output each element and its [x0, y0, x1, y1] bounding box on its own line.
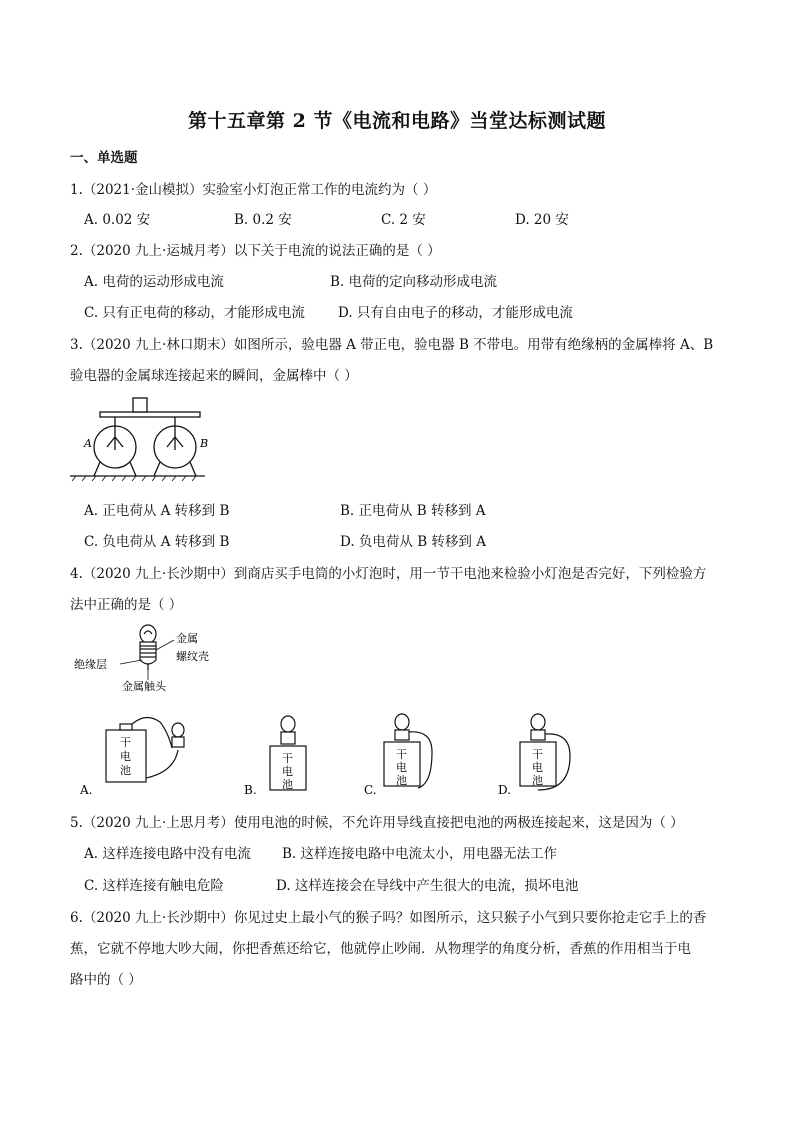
- q4-option-b-letter: B.: [244, 783, 257, 797]
- question-1-stem: 1.（2021·金山模拟）实验室小灯泡正常工作的电流约为（ ）: [70, 182, 437, 198]
- question-6-line3: 路中的（ ）: [70, 972, 142, 988]
- electroscope-label-b: B: [200, 437, 209, 450]
- q4-option-a-letter: A.: [80, 783, 93, 797]
- q4-circuit-a[interactable]: [76, 712, 206, 797]
- battery-text-a-2: 电: [120, 750, 131, 763]
- battery-text-a-1: 干: [120, 736, 131, 749]
- q4-circuit-c[interactable]: [362, 712, 462, 797]
- label-thread-shell: 螺纹壳: [176, 650, 209, 663]
- battery-text-b-3: 池: [282, 778, 293, 791]
- q2-option-a[interactable]: A. 电荷的运动形成电流: [84, 274, 224, 290]
- q2-option-c[interactable]: C. 只有正电荷的移动，才能形成电流: [84, 305, 305, 321]
- q3-option-d[interactable]: D. 负电荷从 B 转移到 A: [340, 534, 486, 550]
- q4-circuit-d[interactable]: [496, 712, 596, 797]
- q1-option-d[interactable]: D. 20 安: [515, 212, 569, 228]
- q5-option-b[interactable]: B. 这样连接电路中电流太小，用电器无法工作: [282, 846, 558, 862]
- battery-text-c-3: 池: [396, 774, 407, 787]
- q4-option-d-letter: D.: [498, 783, 512, 797]
- question-4-stem-line2: 法中正确的是（ ）: [70, 597, 183, 613]
- question-3-stem-line2: 验电器的金属球连接起来的瞬间，金属棒中（ ）: [70, 368, 358, 384]
- q5-option-d[interactable]: D. 这样连接会在导线中产生很大的电流，损坏电池: [276, 878, 579, 894]
- q4-circuit-b[interactable]: [240, 712, 330, 797]
- label-metal: 金属: [176, 632, 198, 645]
- page-title: 第十五章第 2 节《电流和电路》当堂达标测试题: [188, 110, 606, 132]
- bulb-structure-figure: [70, 620, 230, 695]
- label-metal-contact: 金属触头: [122, 680, 166, 693]
- battery-text-d-1: 干: [532, 748, 543, 761]
- q2-option-b[interactable]: B. 电荷的定向移动形成电流: [330, 274, 498, 290]
- question-6-line1: 6.（2020 九上·长沙期中）你见过史上最小气的猴子吗？如图所示，这只猴子小气到只要你抢走它手上的香: [70, 910, 707, 926]
- q4-option-c-letter: C.: [364, 783, 377, 797]
- q1-option-b[interactable]: B. 0.2 安: [234, 212, 292, 228]
- q3-option-a[interactable]: A. 正电荷从 A 转移到 B: [84, 503, 230, 519]
- battery-text-d-3: 池: [532, 774, 543, 787]
- q1-option-c[interactable]: C. 2 安: [381, 212, 426, 228]
- battery-text-b-1: 干: [282, 752, 293, 765]
- battery-text-b-2: 电: [282, 765, 293, 778]
- q2-option-d[interactable]: D. 只有自由电子的移动，才能形成电流: [338, 305, 573, 321]
- battery-text-d-2: 电: [532, 761, 543, 774]
- question-2-stem: 2.（2020 九上·运城月考）以下关于电流的说法正确的是（ ）: [70, 243, 441, 259]
- question-3-stem-line1: 3.（2020 九上·林口期末）如图所示，验电器 A 带正电，验电器 B 不带电。用带有绝缘柄的金属棒将 A、B: [70, 337, 714, 353]
- q5-option-c[interactable]: C. 这样连接有触电危险: [84, 878, 224, 894]
- electroscope-label-a: A: [84, 437, 92, 450]
- battery-text-c-1: 干: [396, 748, 407, 761]
- question-5-stem: 5.（2020 九上·上思月考）使用电池的时候，不允许用导线直接把电池的两极连接起来，这是因为（ ）: [70, 815, 684, 831]
- q5-option-a[interactable]: A. 这样连接电路中没有电流: [84, 846, 251, 862]
- q3-option-c[interactable]: C. 负电荷从 A 转移到 B: [84, 534, 230, 550]
- label-insulator: 绝缘层: [74, 658, 107, 671]
- question-6-line2: 蕉，它就不停地大吵大闹，你把香蕉还给它，他就停止吵闹．从物理学的角度分析，香蕉的作用相当于电: [70, 941, 691, 957]
- question-4-stem-line1: 4.（2020 九上·长沙期中）到商店买手电筒的小灯泡时，用一节干电池来检验小灯泡是否完好，下列检验方: [70, 566, 707, 582]
- electroscope-figure: [70, 392, 220, 482]
- section-heading: 一、单选题: [70, 150, 138, 166]
- battery-text-a-3: 池: [120, 764, 131, 777]
- q1-option-a[interactable]: A. 0.02 安: [84, 212, 151, 228]
- battery-text-c-2: 电: [396, 761, 407, 774]
- q3-option-b[interactable]: B. 正电荷从 B 转移到 A: [340, 503, 486, 519]
